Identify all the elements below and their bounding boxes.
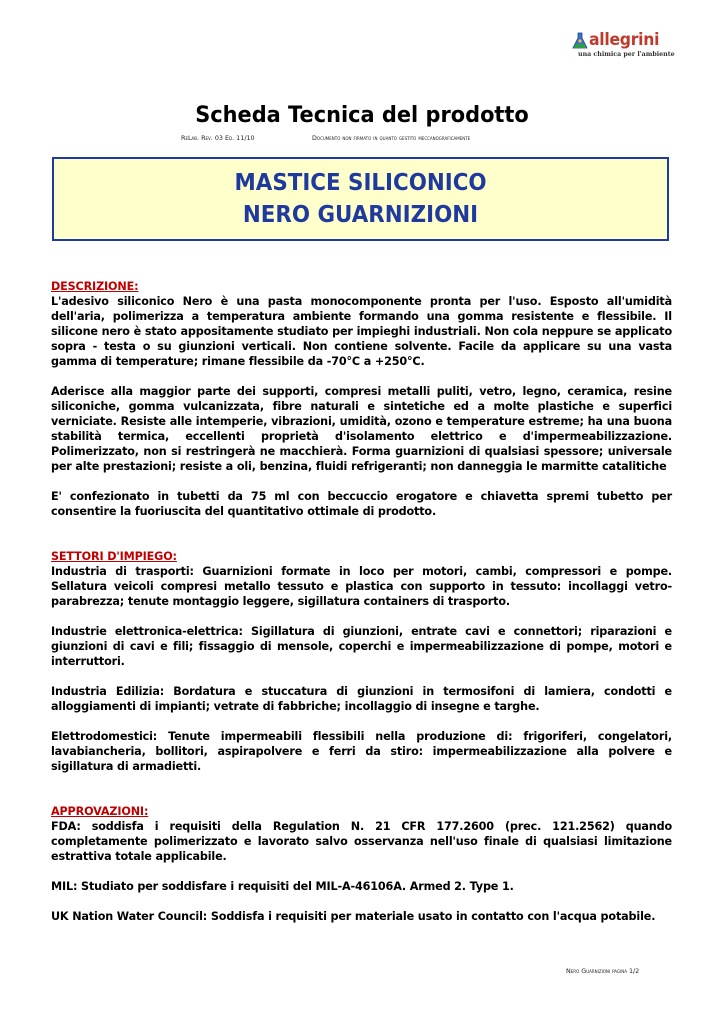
product-name-line-2: NERO GUARNIZIONI (242, 202, 479, 228)
revision-info: ReLab. Rev. 03 Ed. 11/10 (181, 134, 255, 142)
section-spacer (51, 534, 672, 549)
paragraph: Industria di trasporti: Guarnizioni formate in loco per motori, cambi, compressori e pompe. Sellatura veicoli compresi metallo tessuto e plastica con supporto in tessuto: incollaggi vetro-parabrezza; tenute montaggio leggere, sigillatura containers di trasporto. (51, 565, 672, 608)
paragraph: Aderisce alla maggior parte dei supporti, compresi metalli puliti, vetro, legno, ceramica, resine siliconiche, gomma vulcanizzata, fibre naturali e sintetiche ed a molte plastiche e superfici verniciate. Resiste alle intemperie, vibrazioni, umidità, ozono e temperature estreme; ha una buona stabilità termica, eccellenti proprietà d'isolamento elettrico e d'impermeabilizzazione. Polimerizzato, non si restringerà ne macchierà. Forma guarnizioni di qualsiasi spessore; universale per alte prestazioni; resiste a oli, benzina, fluidi refrigeranti; non danneggia le marmitte catalitiche (51, 385, 672, 473)
paragraph: Industria Edilizia: Bordatura e stuccatura di giunzioni in termosifoni di lamiera, condotti e alloggiamenti di impianti; vetrate di fabbriche; incollaggio di insegne e targhe. (51, 685, 672, 713)
paragraph: E' confezionato in tubetti da 75 ml con beccuccio erogatore e chiavetta spremi tubetto per consentire la fuoriuscita del quantitativo ottimale di prodotto. (51, 490, 672, 518)
paragraph: Industrie elettronica-elettrica: Sigillatura di giunzioni, entrate cavi e connettori; riparazioni e giunzioni di cavi e fili; fissaggio di mensole, coperchi e impermeabilizzazione di pompe, motori e interruttori. (51, 625, 672, 668)
document-notice: Documento non firmato in quanto gestito meccanograficamente (312, 134, 471, 142)
company-logo (572, 30, 675, 64)
logo-name: allegrini (589, 30, 660, 50)
section-approvazioni (51, 804, 672, 924)
page-title: Scheda Tecnica del prodotto (195, 103, 529, 128)
paragraph: FDA: soddisfa i requisiti della Regulation N. 21 CFR 177.2600 (prec. 121.2562) quando completamente polimerizzato e lavorato salvo osservanza nell'uso finale di qualsiasi limitazione estrattiva totale applicabile. (51, 820, 672, 863)
section-spacer (51, 789, 672, 804)
product-name-box (52, 157, 669, 241)
section-descrizione (51, 279, 672, 519)
paragraph: UK Nation Water Council: Soddisfa i requisiti per materiale usato in contatto con l'acqua potabile. (51, 910, 656, 923)
flask-logo-icon (572, 32, 588, 50)
logo-tagline: una chimica per l'ambiente (578, 51, 675, 58)
document-body (51, 279, 672, 939)
page-footer: Nero Guarnizioni pagina 1/2 (566, 967, 640, 975)
paragraph: L'adesivo siliconico Nero è una pasta monocomponente pronta per l'uso. Esposto all'umidità dell'aria, polimerizza a temperatura ambiente formando una gomma resistente e flessibile. Il silicone nero è stato appositamente studiato per impieghi industriali. Non cola neppure se applicato sopra - testa o su giunzioni verticali. Non contiene solvente. Facile da applicare su una vasta gamma di temperature; rimane flessibile da -70°C a +250°C. (51, 295, 672, 368)
section-heading: DESCRIZIONE: (51, 280, 139, 293)
paragraph: MIL: Studiato per soddisfare i requisiti del MIL-A-46106A. Armed 2. Type 1. (51, 880, 514, 893)
section-settori (51, 549, 672, 774)
section-heading: SETTORI D'IMPIEGO: (51, 550, 177, 563)
paragraph: Elettrodomestici: Tenute impermeabili flessibili nella produzione di: frigoriferi, congelatori, lavabiancheria, bollitori, aspirapolvere e ferri da stiro: impermeabilizzazione alla polvere e sigillatura di armadietti. (51, 730, 672, 773)
product-name-line-1: MASTICE SILICONICO (234, 170, 487, 196)
section-heading: APPROVAZIONI: (51, 805, 149, 818)
